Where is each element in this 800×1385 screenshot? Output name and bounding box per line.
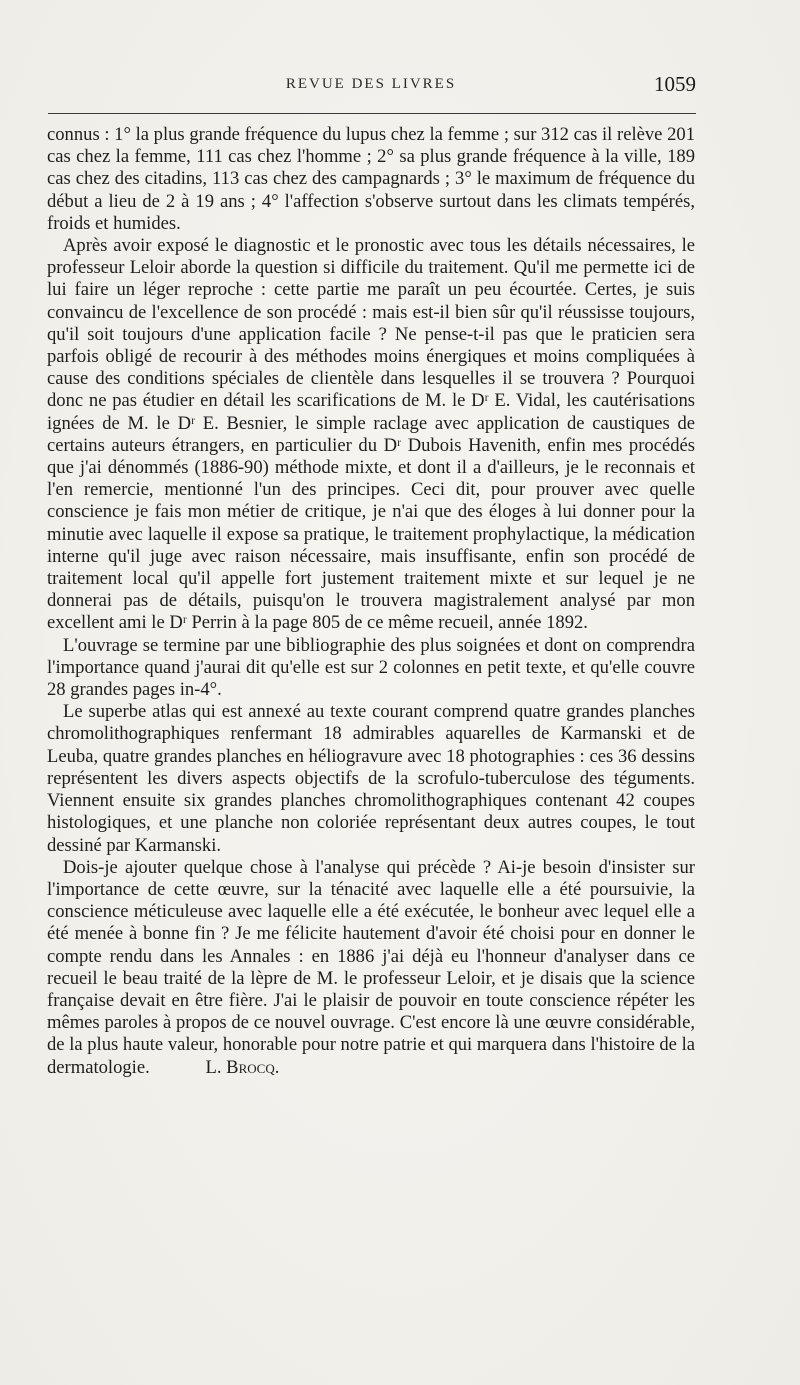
paragraph: connus : 1° la plus grande fréquence du lupus chez la femme ; sur 312 cas il relève 201 cas chez la femme, 111 cas chez l'homme ; 2° sa plus grande fréquence à la ville, 189 cas chez des citadins, 113 cas chez des campagnards ; 3° le maximum de fréquence du début a lieu de 2 à 19 ans ; 4° l'affection s'observe surtout dans les climats tempérés, froids et humides. <box>47 124 695 234</box>
paragraph: Après avoir exposé le diagnostic et le pronostic avec tous les détails nécessaires, le professeur Leloir aborde la question si difficile du traitement. Qu'il me permette ici de lui faire un léger reproche : cette partie me paraît un peu écourtée. Certes, je suis convaincu de l'excellence de son procédé : mais est-il bien sûr qu'il réussisse toujours, qu'il soit toujours d'une application facile ? Ne pense-t-il pas que le praticien sera parfois obligé de recourir à des méthodes moins énergiques et moins compliquées à cause des conditions spéciales de clientèle dans lesquelles il se trouvera ? Pourquoi donc ne pas étudier en détail les scarifications de M. le Dʳ E. Vidal, les cautérisations ignées de M. le Dʳ E. Besnier, le simple raclage avec application de caustiques de certains auteurs étrangers, en particulier du Dʳ Dubois Havenith, enfin mes procédés que j'ai dénommés (1886-90) méthode mixte, et dont il a d'ailleurs, je le reconnais et l'en remercie, mentionné l'un des principes. Ceci dit, pour prouver avec quelle conscience je fais mon métier de critique, je n'ai que des éloges à lui donner pour la minutie avec laquelle il expose sa pratique, le traitement prophylactique, la médication interne qu'il juge avec raison nécessaire, mais insuffisante, enfin son procédé de traitement local qu'il appelle fort justement traitement mixte et sur lequel je ne donnerai pas de détails, puisqu'on le trouvera magistralement analysé par mon excellent ami le Dʳ Perrin à la page 805 de ce même recueil, année 1892. <box>47 235 695 634</box>
paragraph: L'ouvrage se termine par une bibliographie des plus soignées et dont on comprendra l'importance quand j'aurai dit qu'elle est sur 2 colonnes en petit texte, et qu'elle couvre 28 grandes pages in-4°. <box>47 634 695 701</box>
page-number: 1059 <box>654 72 696 96</box>
article-body <box>47 124 695 1079</box>
signature: L. Brocq. <box>205 1056 280 1078</box>
page-header <box>46 74 696 104</box>
paragraph <box>47 857 695 1079</box>
running-title: REVUE DES LIVRES <box>285 76 457 92</box>
paragraph-text: Dois-je ajouter quelque chose à l'analyse qui précède ? Ai-je besoin d'insister sur l'importance de cette œuvre, sur la ténacité avec laquelle elle a été poursuivie, la conscience méticuleuse avec laquelle elle a été exécutée, le bonheur avec lequel elle a été menée à bonne fin ? Je me félicite hautement d'avoir été choisi pour en donner le compte rendu dans les Annales : en 1886 j'ai déjà eu l'honneur d'analyser dans ce recueil le beau traité de la lèpre de M. le professeur Leloir, et je disais que la science française devait en être fière. J'ai le plaisir de pouvoir en toute conscience répéter les mêmes paroles à propos de ce nouvel ouvrage. C'est encore là une œuvre considérable, de la plus haute valeur, honorable pour notre patrie et qui marquera dans l'histoire de la dermatologie. <box>47 856 695 1078</box>
paragraph: Le superbe atlas qui est annexé au texte courant comprend quatre grandes planches chromolithographiques renfermant 18 admirables aquarelles de Karmanski et de Leuba, quatre grandes planches en héliogravure avec 18 photographies : ces 36 dessins représentent les divers aspects objectifs de la scrofulo-tuberculose des téguments. Viennent ensuite six grandes planches chromolithographiques contenant 42 coupes histologiques, et une planche non coloriée représentant deux autres coupes, le tout dessiné par Karmanski. <box>47 701 695 856</box>
header-rule <box>48 113 696 114</box>
